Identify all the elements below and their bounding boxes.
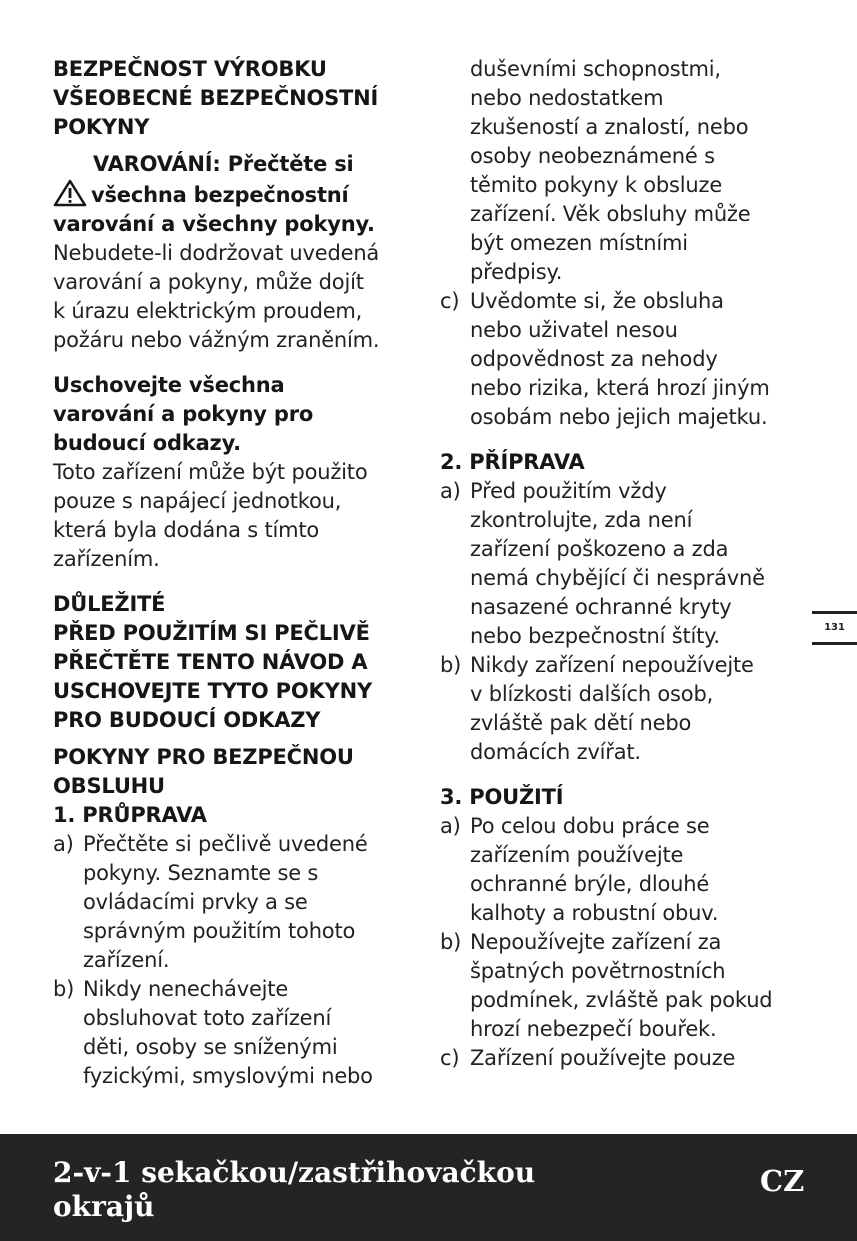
list-item: b) Nikdy zařízení nepoužívejte v blízkosti dalších osob, zvláště pak dětí nebo domácích zvířat.: [440, 653, 754, 764]
section-heading: 3. POUŽITÍ: [440, 785, 564, 809]
list-item: b) Nepoužívejte zařízení za špatných povětrnostních podmínek, zvláště pak pokud hrozí nebezpečí bouřek.: [440, 930, 773, 1041]
page-number: 131: [812, 611, 857, 645]
right-column: [440, 55, 810, 1073]
list-item: c) Uvědomte si, že obsluha nebo uživatel nesou odpovědnost za nehody nebo rizika, která hrozí jiným osobám nebo jejich majetku.: [440, 289, 770, 429]
list-item: a) Po celou dobu práce se zařízením používejte ochranné brýle, dlouhé kalhoty a robustní obuv.: [440, 814, 719, 925]
list-item: b) Nikdy nenechávejte obsluhovat toto zařízení děti, osoby se sníženými fyzickými, smyslovými nebo: [53, 977, 373, 1088]
warning-text: Nebudete-li dodržovat uvedená varování a pokyny, může dojít k úrazu elektrickým proudem, požáru nebo vážným zraněním.: [53, 241, 380, 352]
warning-triangle-icon: [53, 179, 87, 207]
important-notice: DŮLEŽITÉ PŘED POUŽITÍM SI PEČLIVĚ PŘEČTĚTE TENTO NÁVOD A USCHOVEJTE TYTO POKYNY PRO BUDOUCÍ ODKAZY: [53, 592, 372, 732]
list-item: c) Zařízení používejte pouze: [440, 1046, 736, 1070]
list-item: a) Přečtěte si pečlivě uvedené pokyny. Seznamte se s ovládacími prvky a se správným použitím tohoto zařízení.: [53, 832, 368, 972]
product-safety-heading: BEZPEČNOST VÝROBKU VŠEOBECNÉ BEZPEČNOSTNÍ POKYNY: [53, 57, 379, 139]
keep-instructions-heading: Uschovejte všechna varování a pokyny pro budoucí odkazy.: [53, 373, 314, 455]
warning-block: VAROVÁNÍ: Přečtěte si všechna bezpečnostní varování a všechny pokyny.: [53, 152, 375, 236]
left-column: [53, 55, 423, 1091]
list-item-continuation: duševními schopnostmi, nebo nedostatkem zkušeností a znalostí, nebo osoby neobeznámené s těmito pokyny k obsluze zařízení. Věk obsluhy může být omezen místními předpisy.: [470, 57, 751, 284]
keep-instructions-text: Toto zařízení může být použito pouze s napájecí jednotkou, která byla dodána s tímto zařízením.: [53, 460, 368, 571]
list-item: a) Před použitím vždy zkontrolujte, zda není zařízení poškozeno a zda nemá chybějící či nesprávně nasazené ochranné kryty nebo bezpečnostní štíty.: [440, 479, 765, 648]
product-title: 2-v-1 sekačkou/zastřihovačkou okrajů: [53, 1156, 536, 1223]
footer-bar: [0, 1134, 857, 1241]
section-heading: 2. PŘÍPRAVA: [440, 450, 585, 474]
language-code: CZ: [760, 1164, 805, 1198]
safe-operation-heading: POKYNY PRO BEZPEČNOU OBSLUHU 1. PRŮPRAVA: [53, 745, 354, 827]
